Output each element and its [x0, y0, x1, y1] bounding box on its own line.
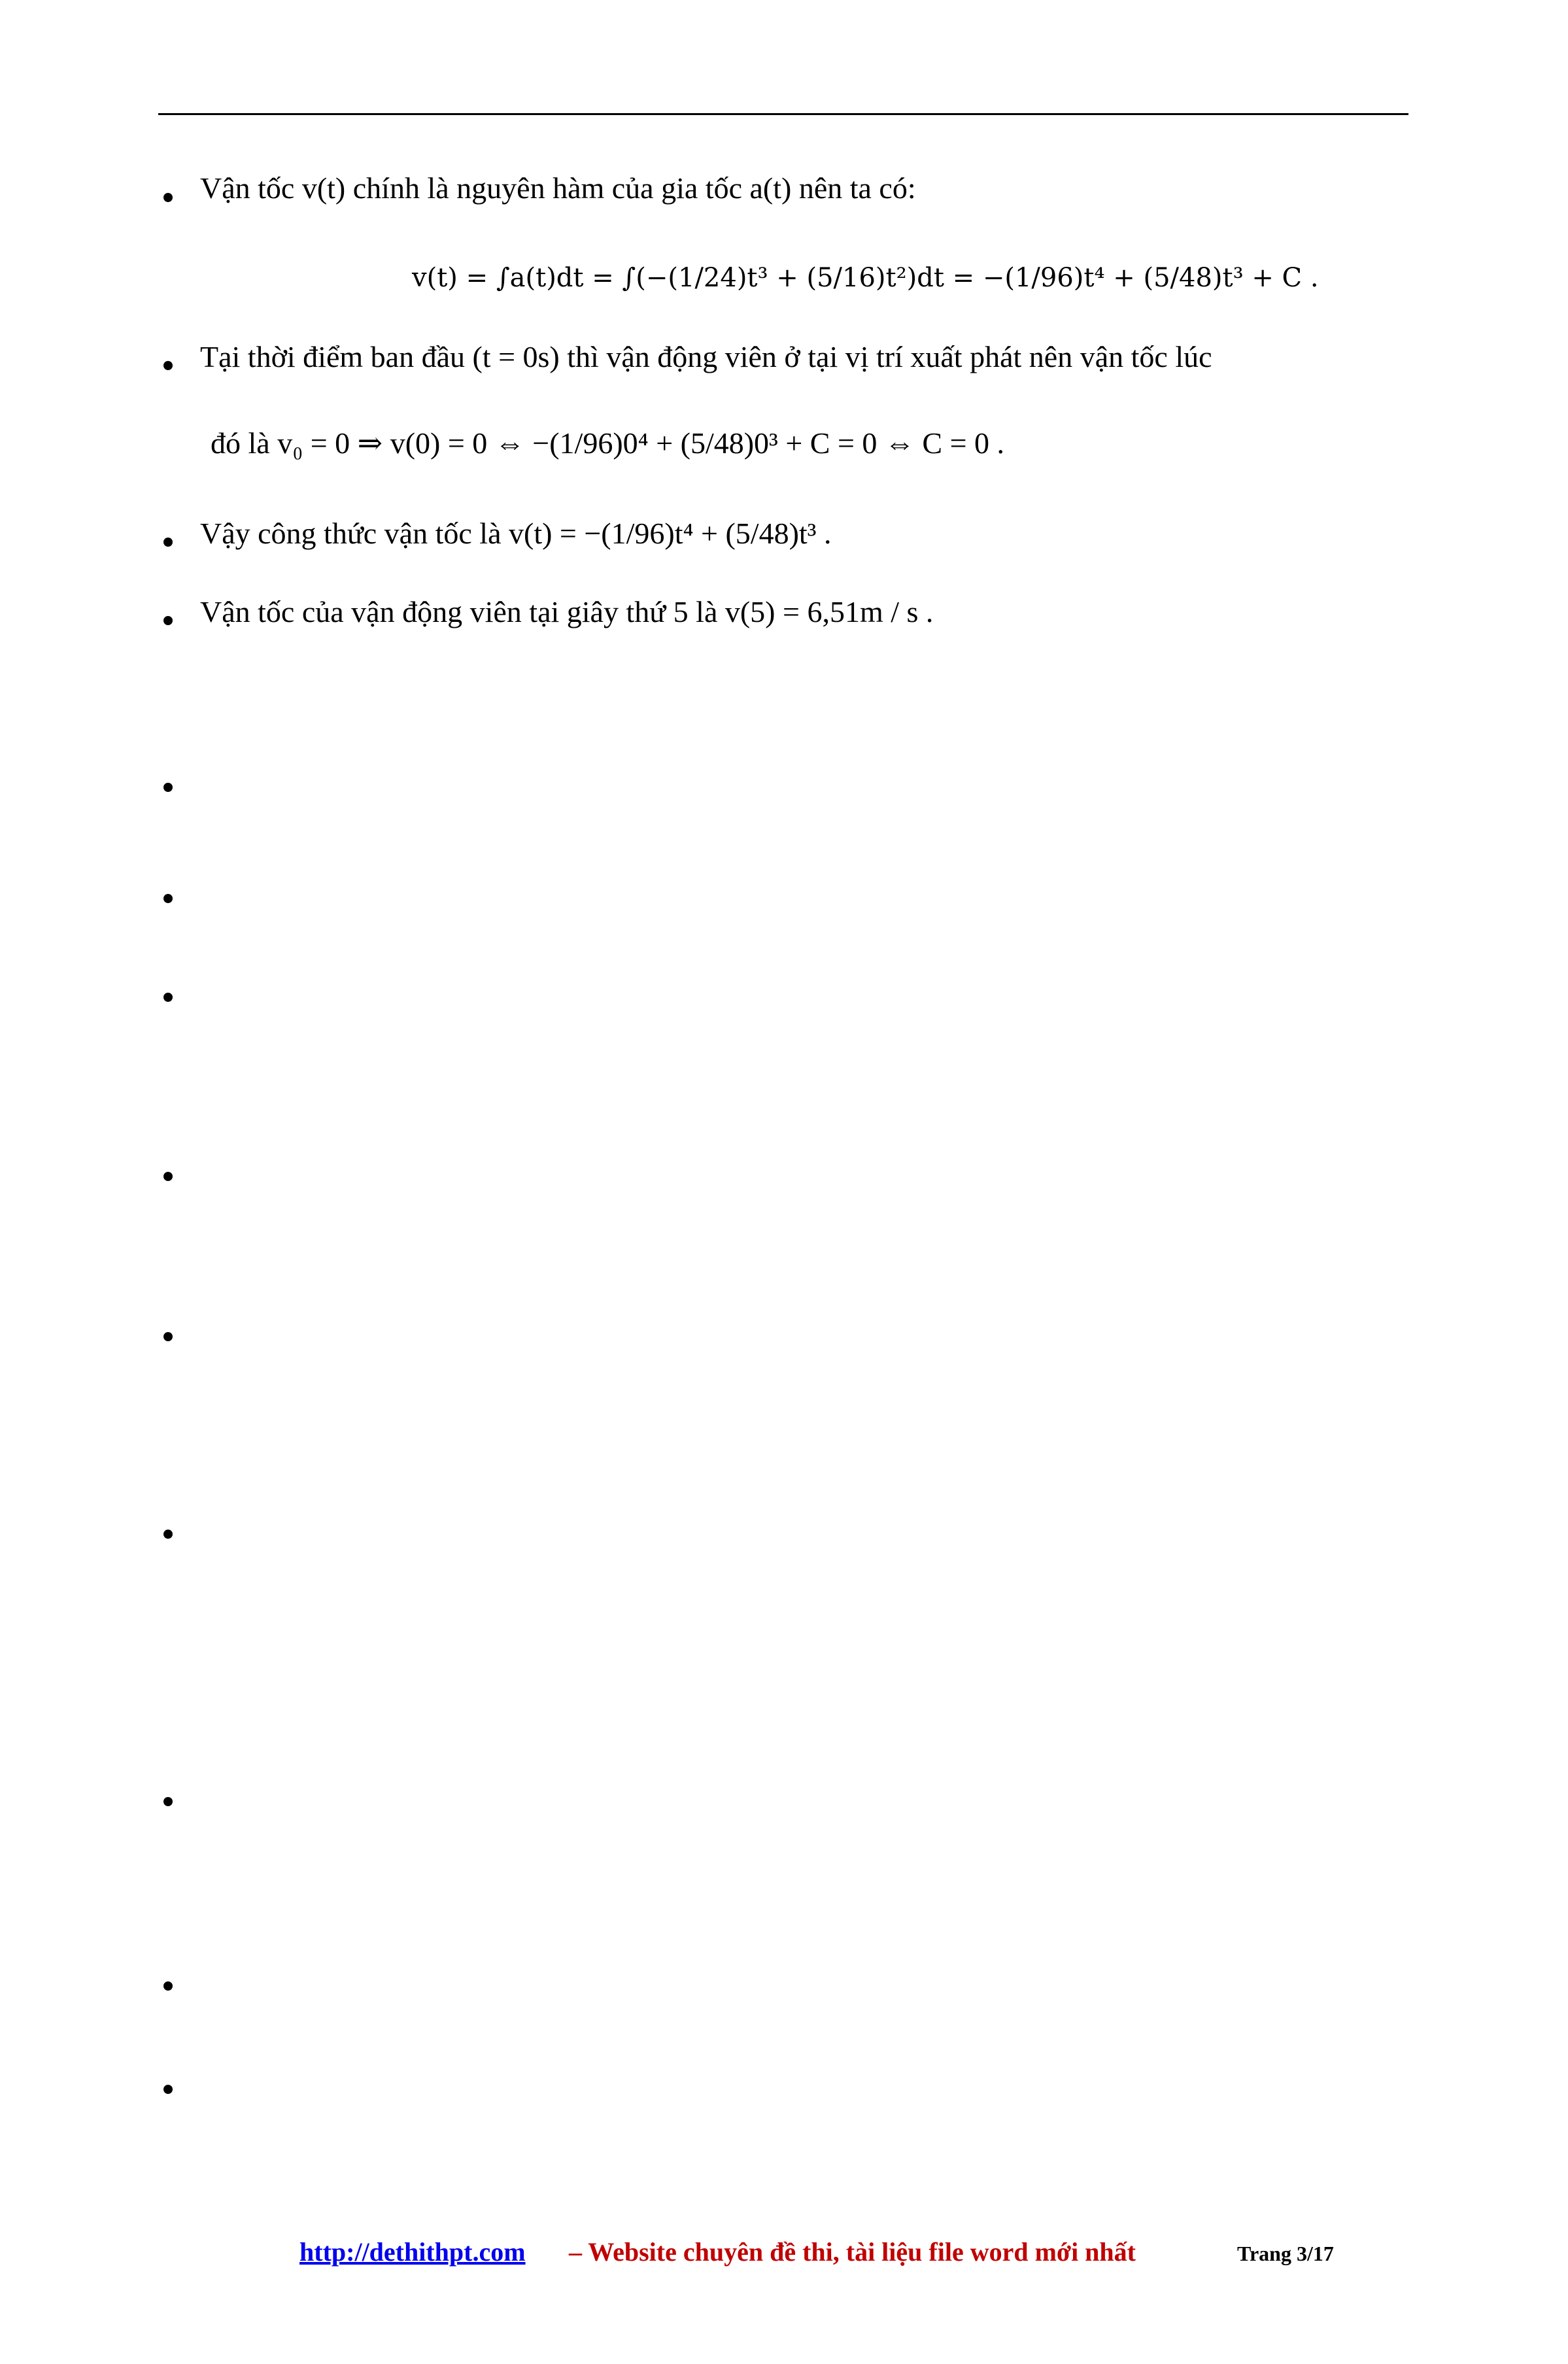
text-line: Vận tốc của vận động viên tại giây thứ 5 là v(5) = 6,51m / s . [200, 595, 934, 628]
question-8-heading [162, 659, 177, 693]
bullet-icon [163, 1797, 173, 1806]
text-line: Vận tốc v(t) chính là nguyên hàm của gia tốc a(t) nên ta có: [200, 171, 916, 205]
text-line: Vậy công thức vận tốc là v(t) = −(1/96)t⁴ + (5/48)t³ . [200, 517, 832, 550]
bullet-icon [163, 1530, 173, 1539]
header-rule [158, 113, 1408, 115]
bullet-icon [163, 783, 173, 792]
bullet-icon [163, 361, 173, 370]
footer-text: – Website chuyên đề thi, tài liệu file word mới nhất [569, 2237, 1136, 2267]
footer-link[interactable]: http://dethithpt.com [299, 2237, 526, 2267]
bullet-icon [163, 894, 173, 903]
bullet-icon [163, 1332, 173, 1341]
bullet-icon [163, 1981, 173, 1991]
bullet-icon [163, 2085, 173, 2094]
question-9-heading [162, 1220, 177, 1254]
page-number: Trang 3/17 [1237, 2242, 1334, 2265]
bullet-icon [163, 193, 173, 202]
bullet-icon [163, 993, 173, 1002]
bullet-icon [163, 1172, 173, 1181]
question-10-heading [162, 1677, 169, 1712]
text-line: Tại thời điểm ban đầu (t = 0s) thì vận động viên ở tại vị trí xuất phát nên vận tốc lúc [200, 340, 1212, 373]
formula-line: v(t) = ∫a(t)dt = ∫(−(1/24)t³ + (5/16)t²)dt = −(1/96)t⁴ + (5/48)t³ + C . [412, 263, 1319, 293]
bullet-icon [163, 538, 173, 547]
bullet-icon [163, 616, 173, 625]
text-line: đó là v₀ = 0 ⇒ v(0) = 0 ⇔ −(1/96)0⁴ + (5/48)0³ + C = 0 ⇔ C = 0 . [211, 426, 1005, 460]
